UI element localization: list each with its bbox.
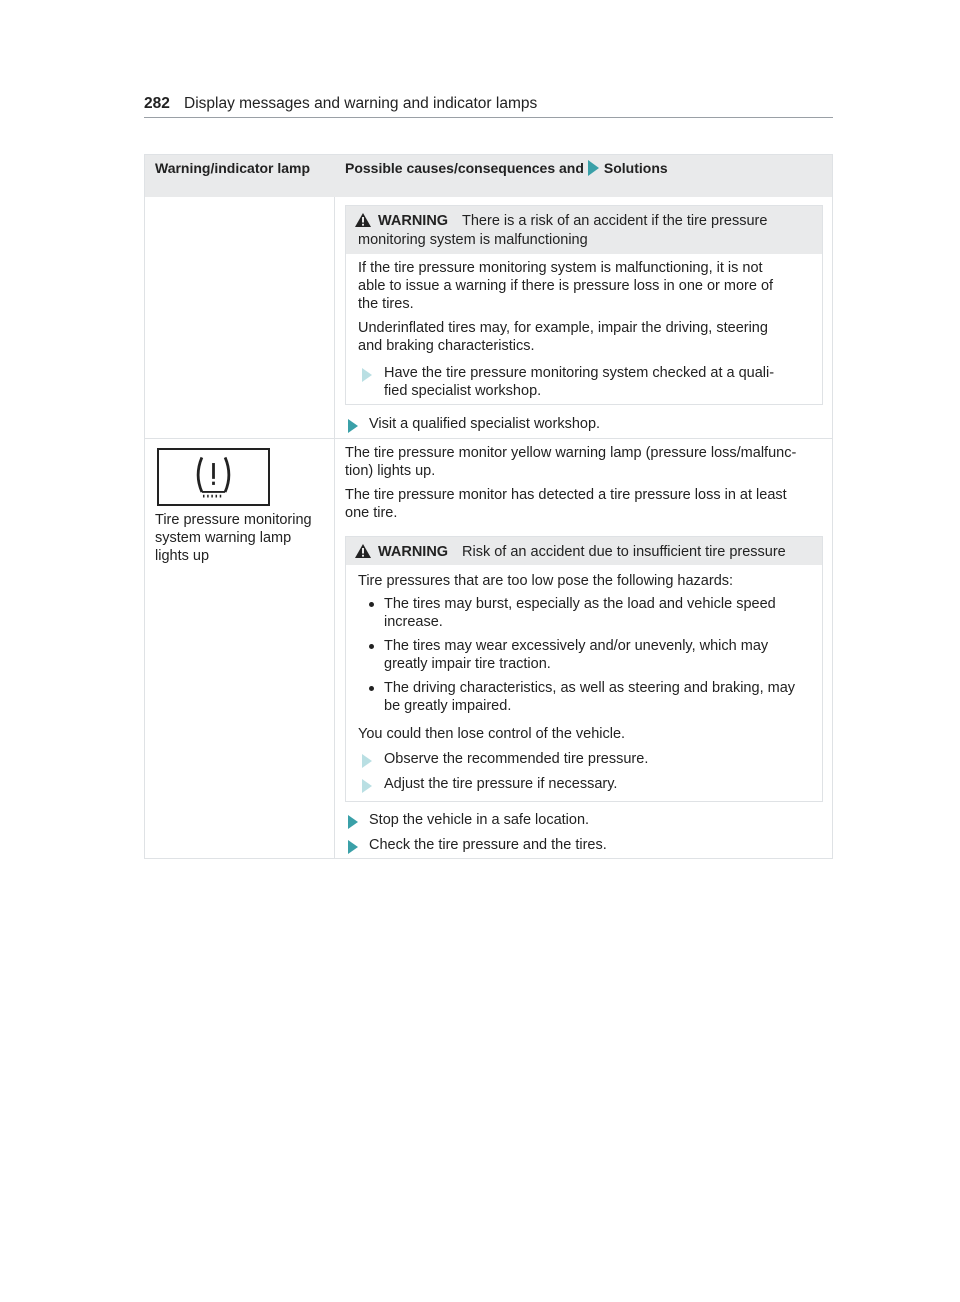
paragraph-line: one tire. [345, 505, 398, 521]
consequence: You could then lose control of the vehicle. [358, 726, 626, 742]
warning-label: WARNING [378, 213, 449, 229]
action-arrow-icon [348, 419, 358, 433]
hazard-line: The driving characteristics, as well as steering and braking, may [384, 680, 796, 696]
bullet-icon [369, 686, 374, 691]
step-line: fied specialist workshop. [384, 383, 542, 399]
paragraph-line: The tire pressure monitor has detected a tire pressure loss in at least [345, 487, 787, 503]
column-header-causes [345, 160, 668, 177]
table-header [145, 155, 832, 197]
hazard-line: The tires may wear excessively and/or unevenly, which may [384, 638, 769, 654]
column-header-lamp: Warning/indicator lamp [155, 160, 311, 176]
lamp-name-line: system warning lamp [155, 530, 292, 546]
warning-title-line: monitoring system is malfunctioning [358, 232, 588, 248]
tire-pressure-warning-icon [157, 448, 270, 506]
step-arrow-icon [362, 754, 372, 768]
action-arrow-icon [348, 840, 358, 854]
column-header-solutions-text: Solutions [603, 160, 668, 176]
step-line: Observe the recommended tire pressure. [384, 751, 649, 767]
paragraph-line: tion) lights up. [345, 463, 436, 479]
warning-triangle-icon [354, 543, 372, 559]
warning-label: WARNING [378, 544, 449, 560]
bullet-icon [369, 644, 374, 649]
step-line: Adjust the tire pressure if necessary. [384, 776, 618, 792]
lamp-name-line: lights up [155, 548, 210, 564]
hazard-line: greatly impair tire traction. [384, 656, 551, 672]
action-arrow-icon [348, 815, 358, 829]
warning-title: Risk of an accident due to insufficient tire pressure [462, 544, 786, 560]
lamp-name-line: Tire pressure monitoring [155, 512, 312, 528]
bullet-icon [369, 602, 374, 607]
hazard-line: be greatly impaired. [384, 698, 512, 714]
step-line: Have the tire pressure monitoring system checked at a quali- [384, 365, 775, 381]
warning-lamp-table [144, 154, 833, 859]
action-step: Check the tire pressure and the tires. [369, 837, 607, 853]
column-divider [334, 197, 335, 858]
warning-box-malfunction [345, 205, 823, 405]
action-step: Visit a qualified specialist workshop. [369, 416, 601, 432]
hazard-line: increase. [384, 614, 443, 630]
column-header-causes-text: Possible causes/consequences and [345, 160, 584, 176]
page-header [144, 93, 833, 118]
hazards-intro: Tire pressures that are too low pose the following hazards: [358, 573, 734, 589]
paragraph-line: and braking characteristics. [358, 338, 535, 354]
page-title: Display messages and warning and indicator lamps [184, 95, 538, 112]
paragraph-line: The tire pressure monitor yellow warning lamp (pressure loss/malfunc- [345, 445, 797, 461]
warning-triangle-icon [354, 212, 372, 228]
warning-title-line: There is a risk of an accident if the tire pressure [462, 213, 768, 229]
warning-box-insufficient-pressure [345, 536, 823, 802]
paragraph-line: If the tire pressure monitoring system is malfunctioning, it is not [358, 260, 763, 276]
arrow-right-icon [588, 160, 599, 176]
step-arrow-icon [362, 368, 372, 382]
row-divider [145, 438, 832, 439]
paragraph-line: able to issue a warning if there is pressure loss in one or more of [358, 278, 774, 294]
hazard-line: The tires may burst, especially as the load and vehicle speed [384, 596, 776, 612]
paragraph-line: Underinflated tires may, for example, impair the driving, steering [358, 320, 768, 336]
action-step: Stop the vehicle in a safe location. [369, 812, 590, 828]
page-number: 282 [144, 95, 170, 112]
step-arrow-icon [362, 779, 372, 793]
paragraph-line: the tires. [358, 296, 414, 312]
